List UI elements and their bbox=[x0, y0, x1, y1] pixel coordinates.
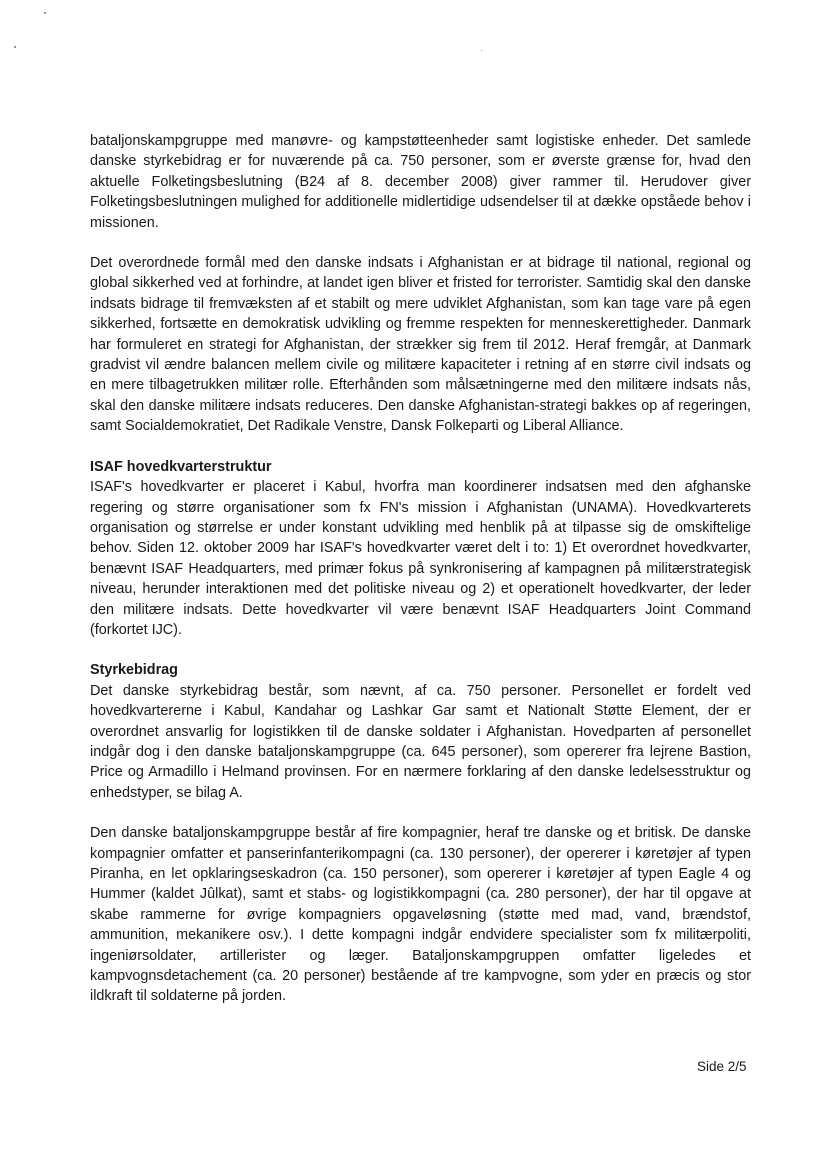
page-number: Side 2/5 bbox=[697, 1059, 747, 1074]
scan-speck bbox=[44, 12, 46, 14]
paragraph-spacer bbox=[90, 233, 751, 253]
section-heading-styrkebidrag: Styrkebidrag bbox=[90, 662, 178, 679]
scan-speck bbox=[481, 50, 482, 51]
paragraph-purpose: Det overordnede formål med den danske indsats i Afghanistan er at bidrage til national, regional og global sikkerhed ved at forhindre, at landet igen bliver et fristed for terrorister. Samtidig skal den danske indsats bidrage til fremvæksten af et stabilt og mere udviklet Afghanistan, som kan tage vare på egen sikkerhed, fortsætte en demokratisk udvikling og fremme respekten for menneskerettigheder. Danmark har formuleret en strategi for Afghanistan, der strækker sig frem til 2012. Heraf fremgår, at Danmark gradvist vil ændre balancen mellem civile og militære kapaciteter i retning af en større civil indsats og en mere tilbagetrukken militær rolle. Efterhånden som målsætningerne med den militære indsats nås, skal den danske militære indsats reduceres. Den danske Afghanistan-strategi bakkes op af regeringen, samt Socialdemokratiet, Det Radikale Venstre, Dansk Folkeparti og Liberal Alliance. bbox=[90, 255, 751, 435]
document-body bbox=[90, 131, 751, 1007]
paragraph-spacer bbox=[90, 803, 751, 823]
paragraph-isaf-hq: ISAF's hovedkvarter er placeret i Kabul, hvorfra man koordinerer indsatsen med den afghanske regering og større organisationer som fx FN's mission i Afghanistan (UNAMA). Hovedkvarterets organisation og størrelse er under konstant udvikling med henblik på at tilpasse sig de omskiftelige behov. Siden 12. oktober 2009 har ISAF's hovedkvarter været delt i to: 1) Et overordnet hovedkvarter, benævnt ISAF Headquarters, med primær fokus på synkronisering af kampagnen på militærstrategisk niveau, herunder interaktionen med det politiske niveau og 2) et operationelt hovedkvarter, der leder den militære indsats. Dette hovedkvarter vil være benævnt ISAF Headquarters Joint Command (forkortet IJC). bbox=[90, 479, 751, 638]
paragraph-spacer bbox=[90, 437, 751, 457]
section-heading-isaf: ISAF hovedkvarterstruktur bbox=[90, 458, 272, 475]
paragraph-spacer bbox=[90, 640, 751, 660]
paragraph-intro-continuation: bataljonskampgruppe med manøvre- og kampstøtteenheder samt logistiske enheder. Det samlede danske styrkebidrag er for nuværende på ca. 750 personer, som er øverste grænse for, hvad den aktuelle Folketingsbeslutning (B24 af 8. december 2008) giver rammer til. Herudover giver Folketingsbeslutningen mulighed for additionelle midlertidige udsendelser til at dække opståede behov i missionen. bbox=[90, 133, 751, 231]
paragraph-styrkebidrag: Det danske styrkebidrag består, som nævnt, af ca. 750 personer. Personellet er fordelt ved hovedkvartererne i Kabul, Kandahar og Lashkar Gar samt et Nationalt Støtte Element, der er overordnet ansvarlig for logistikken til de danske soldater i Afghanistan. Hovedparten af personellet indgår dog i den danske bataljonskampgruppe (ca. 645 personer), som opererer fra lejrene Bastion, Price og Armadillo i Helmand provinsen. For en nærmere forklaring af den danske ledelsesstruktur og enhedstyper, se bilag A. bbox=[90, 682, 751, 801]
scan-speck bbox=[14, 46, 16, 48]
paragraph-battlegroup: Den danske bataljonskampgruppe består af fire kompagnier, heraf tre danske og et britisk. De danske kompagnier omfatter et panserinfanterikompagni (ca. 130 personer), der opererer i køretøjer af typen Piranha, en let opklaringseskadron (ca. 150 personer), som opererer i køretøjer af typen Eagle 4 og Hummer (kaldet Jûlkat), samt et stabs- og logistikkompagni (ca. 280 personer), der har til opgave at skabe rammerne for øvrige kompagniers opgaveløsning (støtte med mad, vand, brændstof, ammunition, mekanikere osv.). I dette kompagni indgår endvidere specialister som fx militærpoliti, ingeniørsoldater, artillerister og læger. Bataljonskampgruppen omfatter ligeledes et kampvognsdetachement (ca. 20 personer) bestående af tre kampvogne, som yder en præcis og stor ildkraft til soldaterne på jorden. bbox=[90, 825, 751, 1005]
